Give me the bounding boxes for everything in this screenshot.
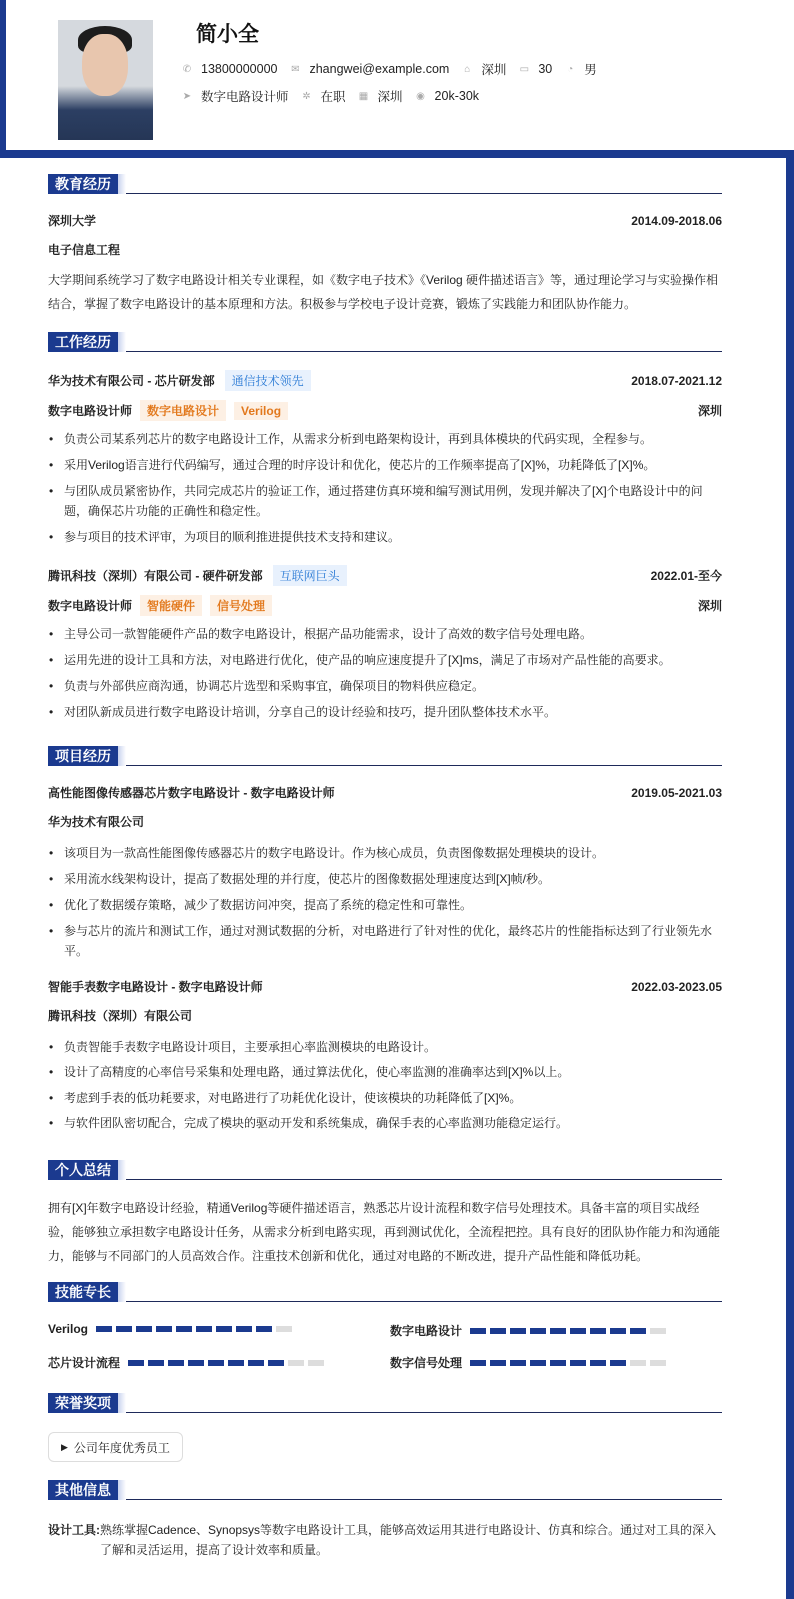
period: 2022.01-至今 bbox=[650, 569, 722, 583]
status-icon: ✲ bbox=[302, 90, 311, 102]
bullet: • 对团队新成员进行数字电路设计培训，分享自己的设计经验和技巧，提升团队整体技术水平。 bbox=[48, 702, 722, 722]
resume-header bbox=[0, 0, 794, 150]
level-segment bbox=[308, 1360, 324, 1366]
summary-text: 拥有[X]年数字电路设计经验，精通Verilog等硬件描述语言，熟悉芯片设计流程和数字信号处理技术。具备丰富的项目实战经验，能够独立承担数字电路设计任务，从需求分析到电路实现，再到测试优化，全流程把控。具有良好的团队协作能力和沟通能力，能够与不同部门的人员高效合作。注重技术创新和优化，通过对电路的不断改进，提升产品性能和降低功耗。 bbox=[48, 1201, 721, 1263]
level-segment bbox=[490, 1360, 506, 1366]
level-segment bbox=[236, 1326, 252, 1332]
skill-name: Verilog bbox=[48, 1322, 89, 1336]
period: 2014.09-2018.06 bbox=[631, 213, 722, 228]
school: 深圳大学 bbox=[48, 214, 97, 228]
level-segment bbox=[470, 1328, 486, 1334]
period: 2018.07-2021.12 bbox=[631, 373, 722, 388]
section-other: 其他信息 bbox=[48, 1480, 722, 1500]
company: 腾讯科技（深圳）有限公司 - 硬件研发部 bbox=[48, 569, 263, 583]
building-icon: ▦ bbox=[358, 90, 369, 102]
section-honors: 荣誉奖项 bbox=[48, 1393, 722, 1413]
gender-icon: ◔ bbox=[567, 63, 574, 75]
project-company: 华为技术有限公司 bbox=[48, 815, 145, 829]
level-segment bbox=[570, 1328, 586, 1334]
skill-name: 数字电路设计 bbox=[390, 1324, 463, 1338]
job-intent-row: ➤ 数字电路设计师 ✲ 在职 ▦ 深圳 ◉ 20k-30k bbox=[182, 89, 480, 104]
bullet: • 主导公司一款智能硬件产品的数字电路设计，根据产品功能需求，设计了高效的数字信号处理电路。 bbox=[48, 624, 722, 644]
work-role bbox=[48, 595, 722, 616]
other-info: 设计工具: 熟练掌握Cadence、Synopsys等数字电路设计工具，能够高效运用其进行电路设计、仿真和综合。通过对工具的深入了解和灵活运用，提高了设计效率和质量。 bbox=[48, 1523, 717, 1557]
level-segment bbox=[268, 1360, 284, 1366]
level-segment bbox=[256, 1326, 272, 1332]
level-segment bbox=[128, 1360, 144, 1366]
bullet: • 负责与外部供应商沟通，协调芯片选型和采购事宜，确保项目的物料供应稳定。 bbox=[48, 676, 722, 696]
bullet: • 运用先进的设计工具和方法，对电路进行优化，使产品的响应速度提升了[X]ms，满足了市场对产品性能的高要求。 bbox=[48, 650, 722, 670]
level-segment bbox=[148, 1360, 164, 1366]
level-segment bbox=[530, 1360, 546, 1366]
work-header bbox=[48, 565, 722, 586]
skill-tag: 数字电路设计 bbox=[140, 400, 226, 421]
work-role bbox=[48, 400, 722, 421]
project-header bbox=[48, 784, 722, 801]
education-desc: 大学期间系统学习了数字电路设计相关专业课程，如《数字电子技术》《Verilog 硬件描述语言》等，通过理论学习与实验操作相结合，掌握了数字电路设计的基本原理和方法。积极参与学校电子设计竞赛，锻炼了实践能力和团队协作能力。 bbox=[48, 273, 719, 311]
age-icon: ▭ bbox=[519, 63, 530, 75]
level-segment bbox=[610, 1360, 626, 1366]
level-segment bbox=[630, 1360, 646, 1366]
home-icon: ⌂ bbox=[464, 63, 471, 75]
bullet: • 负责智能手表数字电路设计项目，主要承担心率监测模块的电路设计。 bbox=[48, 1037, 722, 1057]
honor-item[interactable]: ▶ 公司年度优秀员工 bbox=[48, 1432, 183, 1462]
section-projects: 项目经历 bbox=[48, 746, 722, 766]
level-segment bbox=[510, 1360, 526, 1366]
skill-tag: 智能硬件 bbox=[140, 595, 202, 616]
salary-icon: ◉ bbox=[416, 90, 425, 102]
project-company: 腾讯科技（深圳）有限公司 bbox=[48, 1009, 193, 1023]
skill-level-bar bbox=[470, 1360, 670, 1366]
city: 深圳 bbox=[697, 599, 722, 613]
section-skills: 技能专长 bbox=[48, 1282, 722, 1302]
skill-level-bar bbox=[128, 1360, 328, 1366]
right-border bbox=[786, 150, 794, 1599]
level-segment bbox=[136, 1326, 152, 1332]
level-segment bbox=[196, 1326, 212, 1332]
bullet: • 考虑到手表的低功耗要求，对电路进行了功耗优化设计，使该模块的功耗降低了[X]%。 bbox=[48, 1088, 722, 1108]
company: 华为技术有限公司 - 芯片研发部 bbox=[48, 374, 215, 388]
level-segment bbox=[590, 1328, 606, 1334]
skill-level-bar bbox=[96, 1326, 296, 1332]
period: 2019.05-2021.03 bbox=[631, 785, 722, 800]
level-segment bbox=[116, 1326, 132, 1332]
skill-item bbox=[390, 1354, 670, 1371]
level-segment bbox=[216, 1326, 232, 1332]
period: 2022.03-2023.05 bbox=[631, 979, 722, 994]
section-work: 工作经历 bbox=[48, 332, 722, 352]
level-segment bbox=[590, 1360, 606, 1366]
bullet: • 设计了高精度的心率信号采集和处理电路，通过算法优化，使心率监测的准确率达到[X]%以上。 bbox=[48, 1062, 722, 1082]
bullet: • 与团队成员紧密协作，共同完成芯片的验证工作，通过搭建仿真环境和编写测试用例，发现并解决了[X]个电路设计中的问题，确保芯片功能的正确性和稳定性。 bbox=[48, 481, 722, 521]
bullet: • 采用流水线架构设计，提高了数据处理的并行度，使芯片的图像数据处理速度达到[X]帧/秒。 bbox=[48, 869, 722, 889]
level-segment bbox=[610, 1328, 626, 1334]
level-segment bbox=[650, 1360, 666, 1366]
level-segment bbox=[650, 1328, 666, 1334]
bullet: • 参与芯片的流片和测试工作，通过对测试数据的分析，对电路进行了针对性的优化，最终芯片的性能指标达到了行业领先水平。 bbox=[48, 921, 722, 961]
divider-band bbox=[0, 150, 794, 158]
level-segment bbox=[156, 1326, 172, 1332]
skill-name: 芯片设计流程 bbox=[48, 1356, 121, 1370]
skill-item bbox=[48, 1322, 296, 1336]
level-segment bbox=[630, 1328, 646, 1334]
bullet: • 优化了数据缓存策略，减少了数据访问冲突，提高了系统的稳定性和可靠性。 bbox=[48, 895, 722, 915]
section-education: 教育经历 bbox=[48, 174, 722, 194]
bullet: • 该项目为一款高性能图像传感器芯片的数字电路设计。作为核心成员，负责图像数据处理模块的设计。 bbox=[48, 843, 722, 863]
send-icon: ➤ bbox=[182, 90, 192, 102]
role: 数字电路设计师 bbox=[48, 599, 133, 613]
project-header bbox=[48, 978, 722, 995]
level-segment bbox=[228, 1360, 244, 1366]
phone-icon: ✆ bbox=[182, 63, 192, 75]
project-title: 高性能图像传感器芯片数字电路设计 - 数字电路设计师 bbox=[48, 786, 335, 800]
section-summary: 个人总结 bbox=[48, 1160, 722, 1180]
company-badge: 互联网巨头 bbox=[273, 565, 347, 586]
caret-right-icon: ▶ bbox=[61, 1441, 68, 1452]
bullet: • 负责公司某系列芯片的数字电路设计工作，从需求分析到电路架构设计，再到具体模块的代码实现，全程参与。 bbox=[48, 429, 722, 449]
level-segment bbox=[570, 1360, 586, 1366]
work-header bbox=[48, 370, 722, 391]
company-badge: 通信技术领先 bbox=[225, 370, 311, 391]
level-segment bbox=[208, 1360, 224, 1366]
mail-icon: ✉ bbox=[291, 63, 300, 75]
project-title: 智能手表数字电路设计 - 数字电路设计师 bbox=[48, 980, 263, 994]
level-segment bbox=[176, 1326, 192, 1332]
level-segment bbox=[288, 1360, 304, 1366]
major: 电子信息工程 bbox=[48, 243, 121, 257]
level-segment bbox=[470, 1360, 486, 1366]
contact-row: ✆ 13800000000 ✉ zhangwei@example.com ⌂ 深圳 ▭ 30 ◔ 男 bbox=[182, 62, 597, 77]
level-segment bbox=[96, 1326, 112, 1332]
skill-item bbox=[48, 1354, 328, 1371]
bullet: • 与软件团队密切配合，完成了模块的驱动开发和系统集成，确保手表的心率监测功能稳定运行。 bbox=[48, 1113, 722, 1133]
level-segment bbox=[510, 1328, 526, 1334]
bullet: • 采用Verilog语言进行代码编写，通过合理的时序设计和优化，使芯片的工作频率提高了[X]%，功耗降低了[X]%。 bbox=[48, 455, 722, 475]
skill-level-bar bbox=[470, 1328, 670, 1334]
level-segment bbox=[550, 1360, 566, 1366]
skill-tag: 信号处理 bbox=[210, 595, 272, 616]
profile-photo bbox=[58, 20, 153, 140]
role: 数字电路设计师 bbox=[48, 404, 133, 418]
level-segment bbox=[168, 1360, 184, 1366]
skill-name: 数字信号处理 bbox=[390, 1356, 463, 1370]
skill-tag: Verilog bbox=[234, 402, 288, 420]
level-segment bbox=[276, 1326, 292, 1332]
candidate-name: 简小全 bbox=[196, 23, 259, 46]
level-segment bbox=[188, 1360, 204, 1366]
city: 深圳 bbox=[697, 404, 722, 418]
level-segment bbox=[530, 1328, 546, 1334]
level-segment bbox=[490, 1328, 506, 1334]
level-segment bbox=[550, 1328, 566, 1334]
skill-item bbox=[390, 1322, 670, 1339]
bullet: • 参与项目的技术评审，为项目的顺利推进提供技术支持和建议。 bbox=[48, 527, 722, 547]
level-segment bbox=[248, 1360, 264, 1366]
